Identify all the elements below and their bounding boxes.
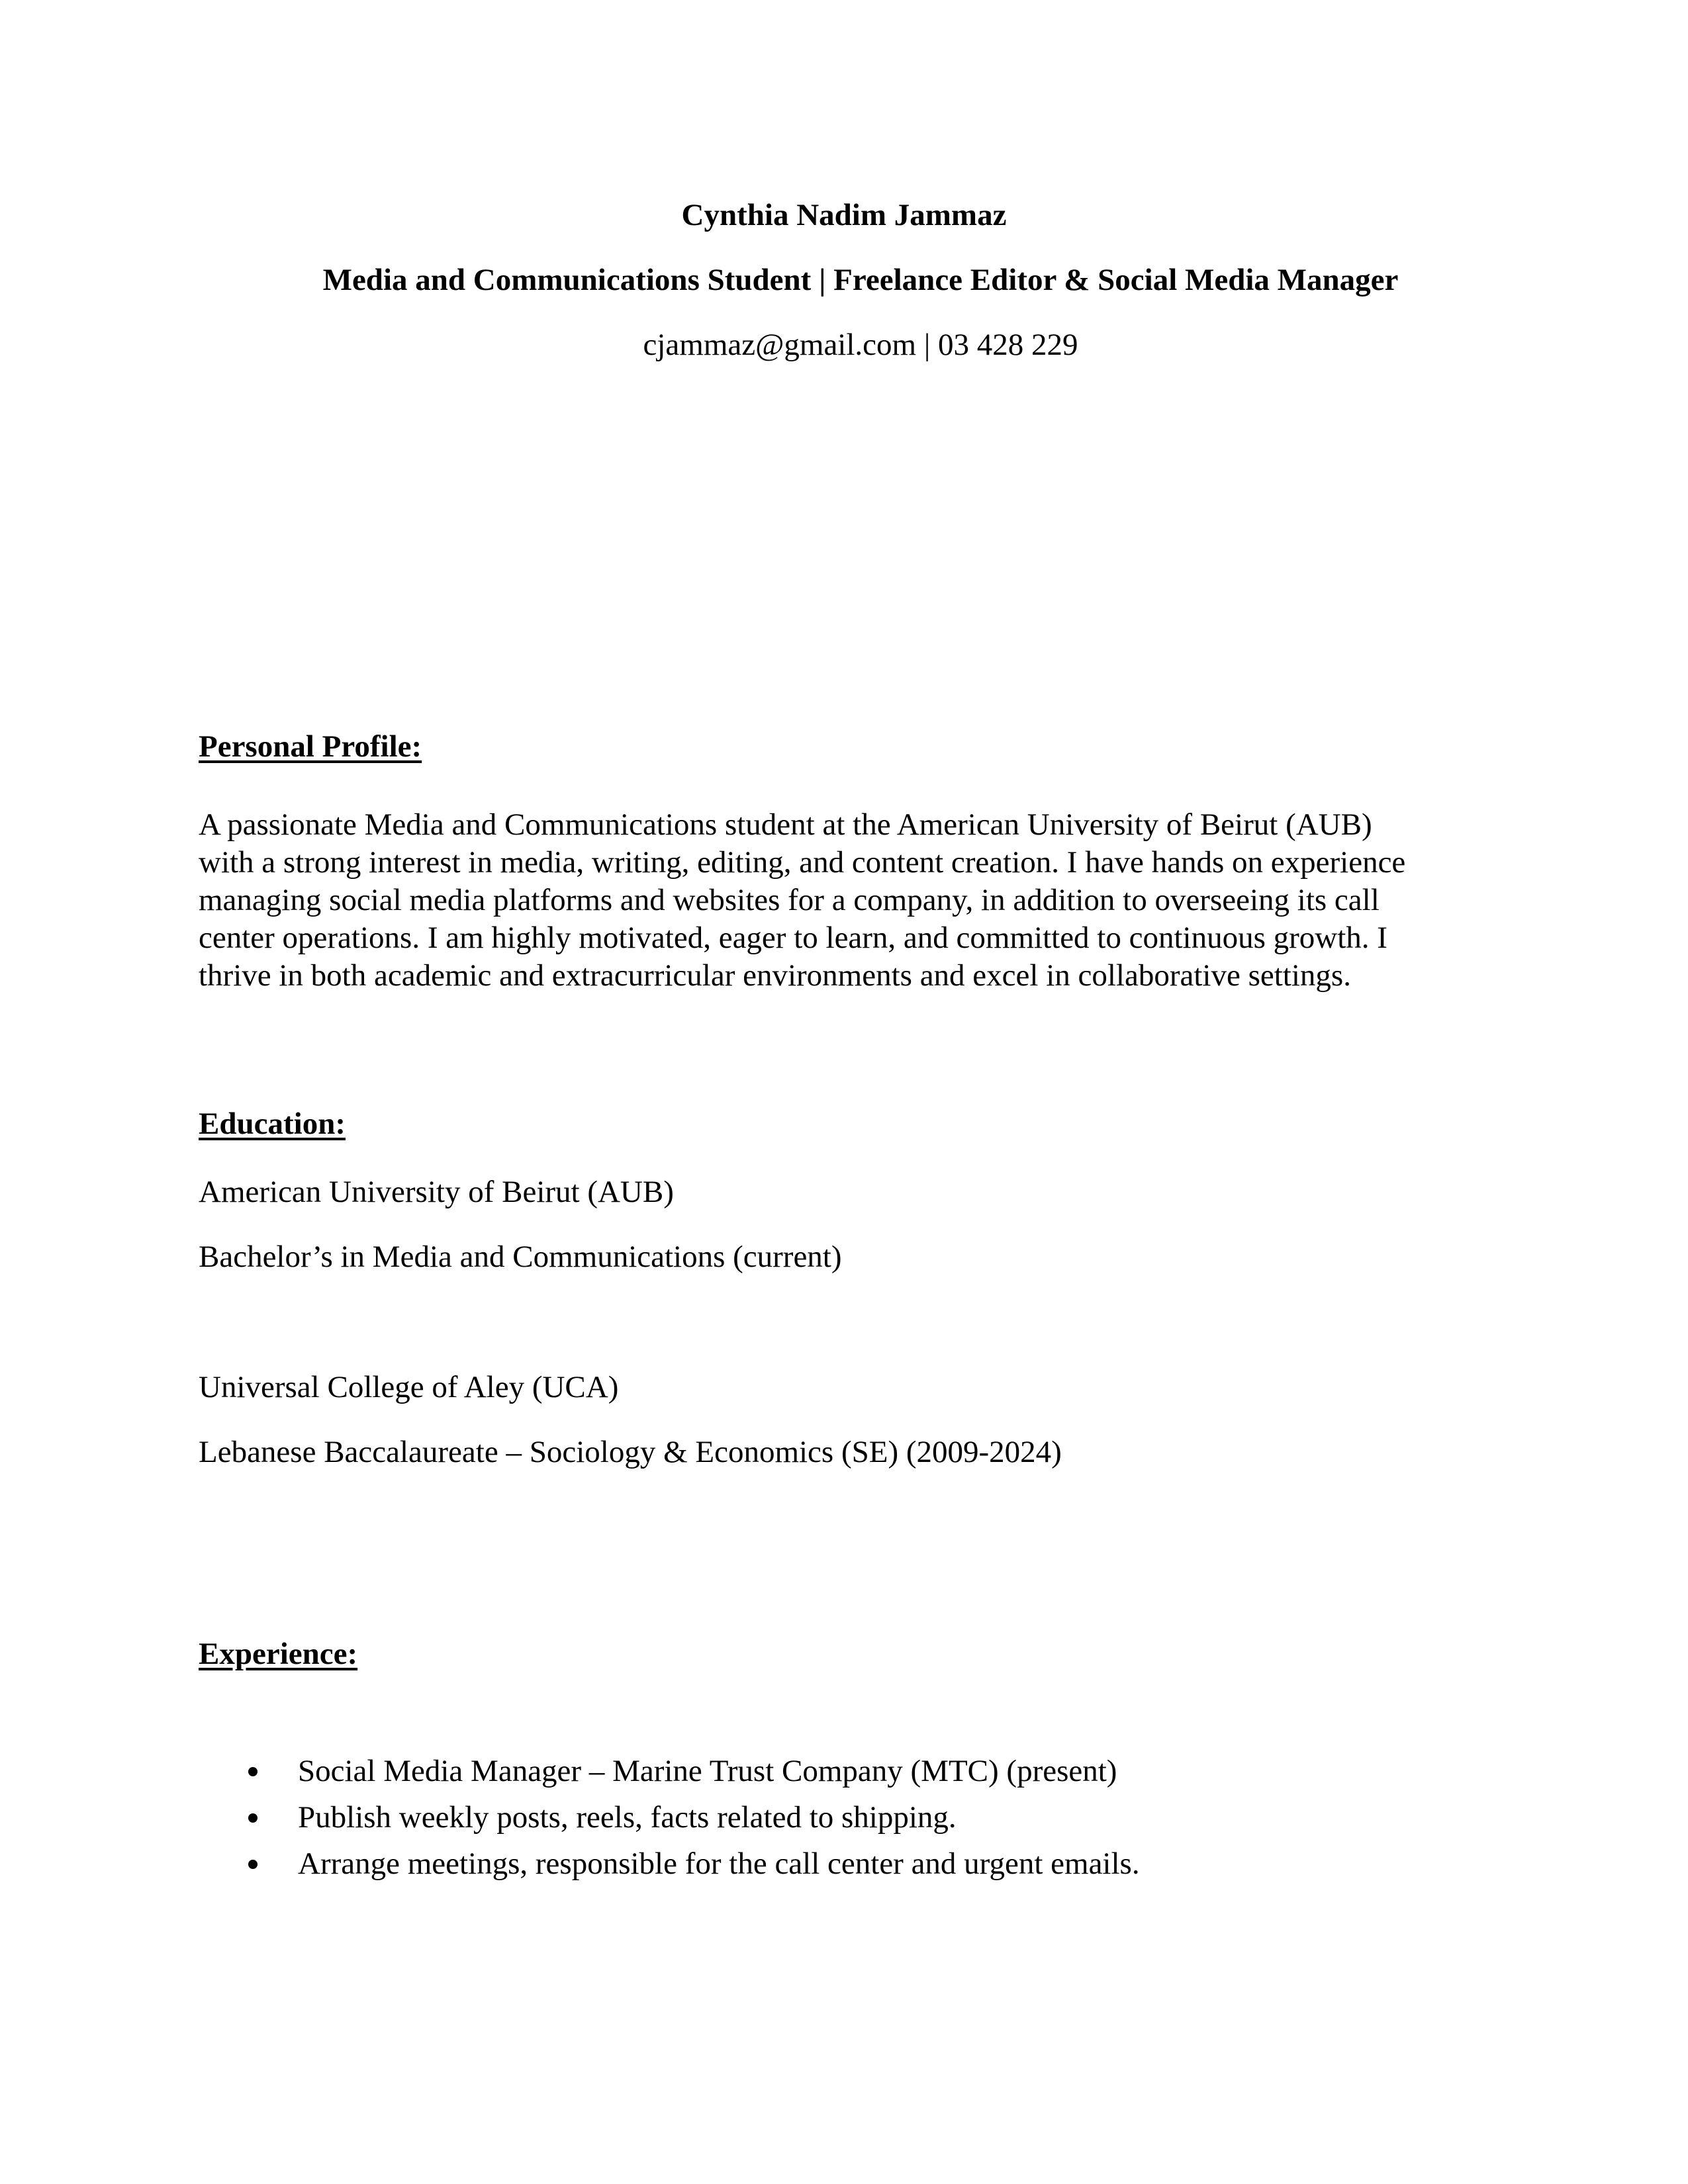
profile-heading: Personal Profile: <box>199 729 422 764</box>
profile-paragraph <box>199 806 1489 995</box>
list-item <box>199 1756 1140 1802</box>
list-item <box>199 1848 1140 1895</box>
experience-item-text: Social Media Manager – Marine Trust Company (MTC) (present) <box>298 1754 1117 1788</box>
bullet-icon <box>248 1813 258 1823</box>
education-heading: Education: <box>199 1107 346 1141</box>
bullet-icon <box>248 1767 258 1776</box>
experience-heading: Experience: <box>199 1637 358 1671</box>
candidate-title: Media and Communications Student | Freelance Editor & Social Media Manager <box>322 263 1399 297</box>
bullet-icon <box>248 1860 258 1869</box>
experience-item-text: Arrange meetings, responsible for the call center and urgent emails. <box>298 1846 1140 1881</box>
list-item <box>199 1802 1140 1848</box>
profile-line: managing social media platforms and websites for a company, in addition to overseeing its call <box>199 883 1380 917</box>
education-detail: Bachelor’s in Media and Communications (current) <box>199 1240 842 1274</box>
profile-line: center operations. I am highly motivated, eager to learn, and committed to continuous growth. I <box>199 921 1387 955</box>
profile-line: thrive in both academic and extracurricular environments and excel in collaborative settings. <box>199 958 1351 993</box>
candidate-name: Cynthia Nadim Jammaz <box>681 198 1007 232</box>
profile-line: with a strong interest in media, writing, editing, and content creation. I have hands on experience <box>199 845 1406 880</box>
contact-info: cjammaz@gmail.com | 03 428 229 <box>643 328 1078 362</box>
experience-item-text: Publish weekly posts, reels, facts related to shipping. <box>298 1800 957 1835</box>
education-institution: Universal College of Aley (UCA) <box>199 1370 619 1404</box>
profile-line: A passionate Media and Communications student at the American University of Beirut (AUB) <box>199 807 1372 842</box>
education-detail: Lebanese Baccalaureate – Sociology & Economics (SE) (2009-2024) <box>199 1435 1062 1469</box>
experience-list <box>199 1756 1140 1895</box>
education-institution: American University of Beirut (AUB) <box>199 1175 674 1209</box>
